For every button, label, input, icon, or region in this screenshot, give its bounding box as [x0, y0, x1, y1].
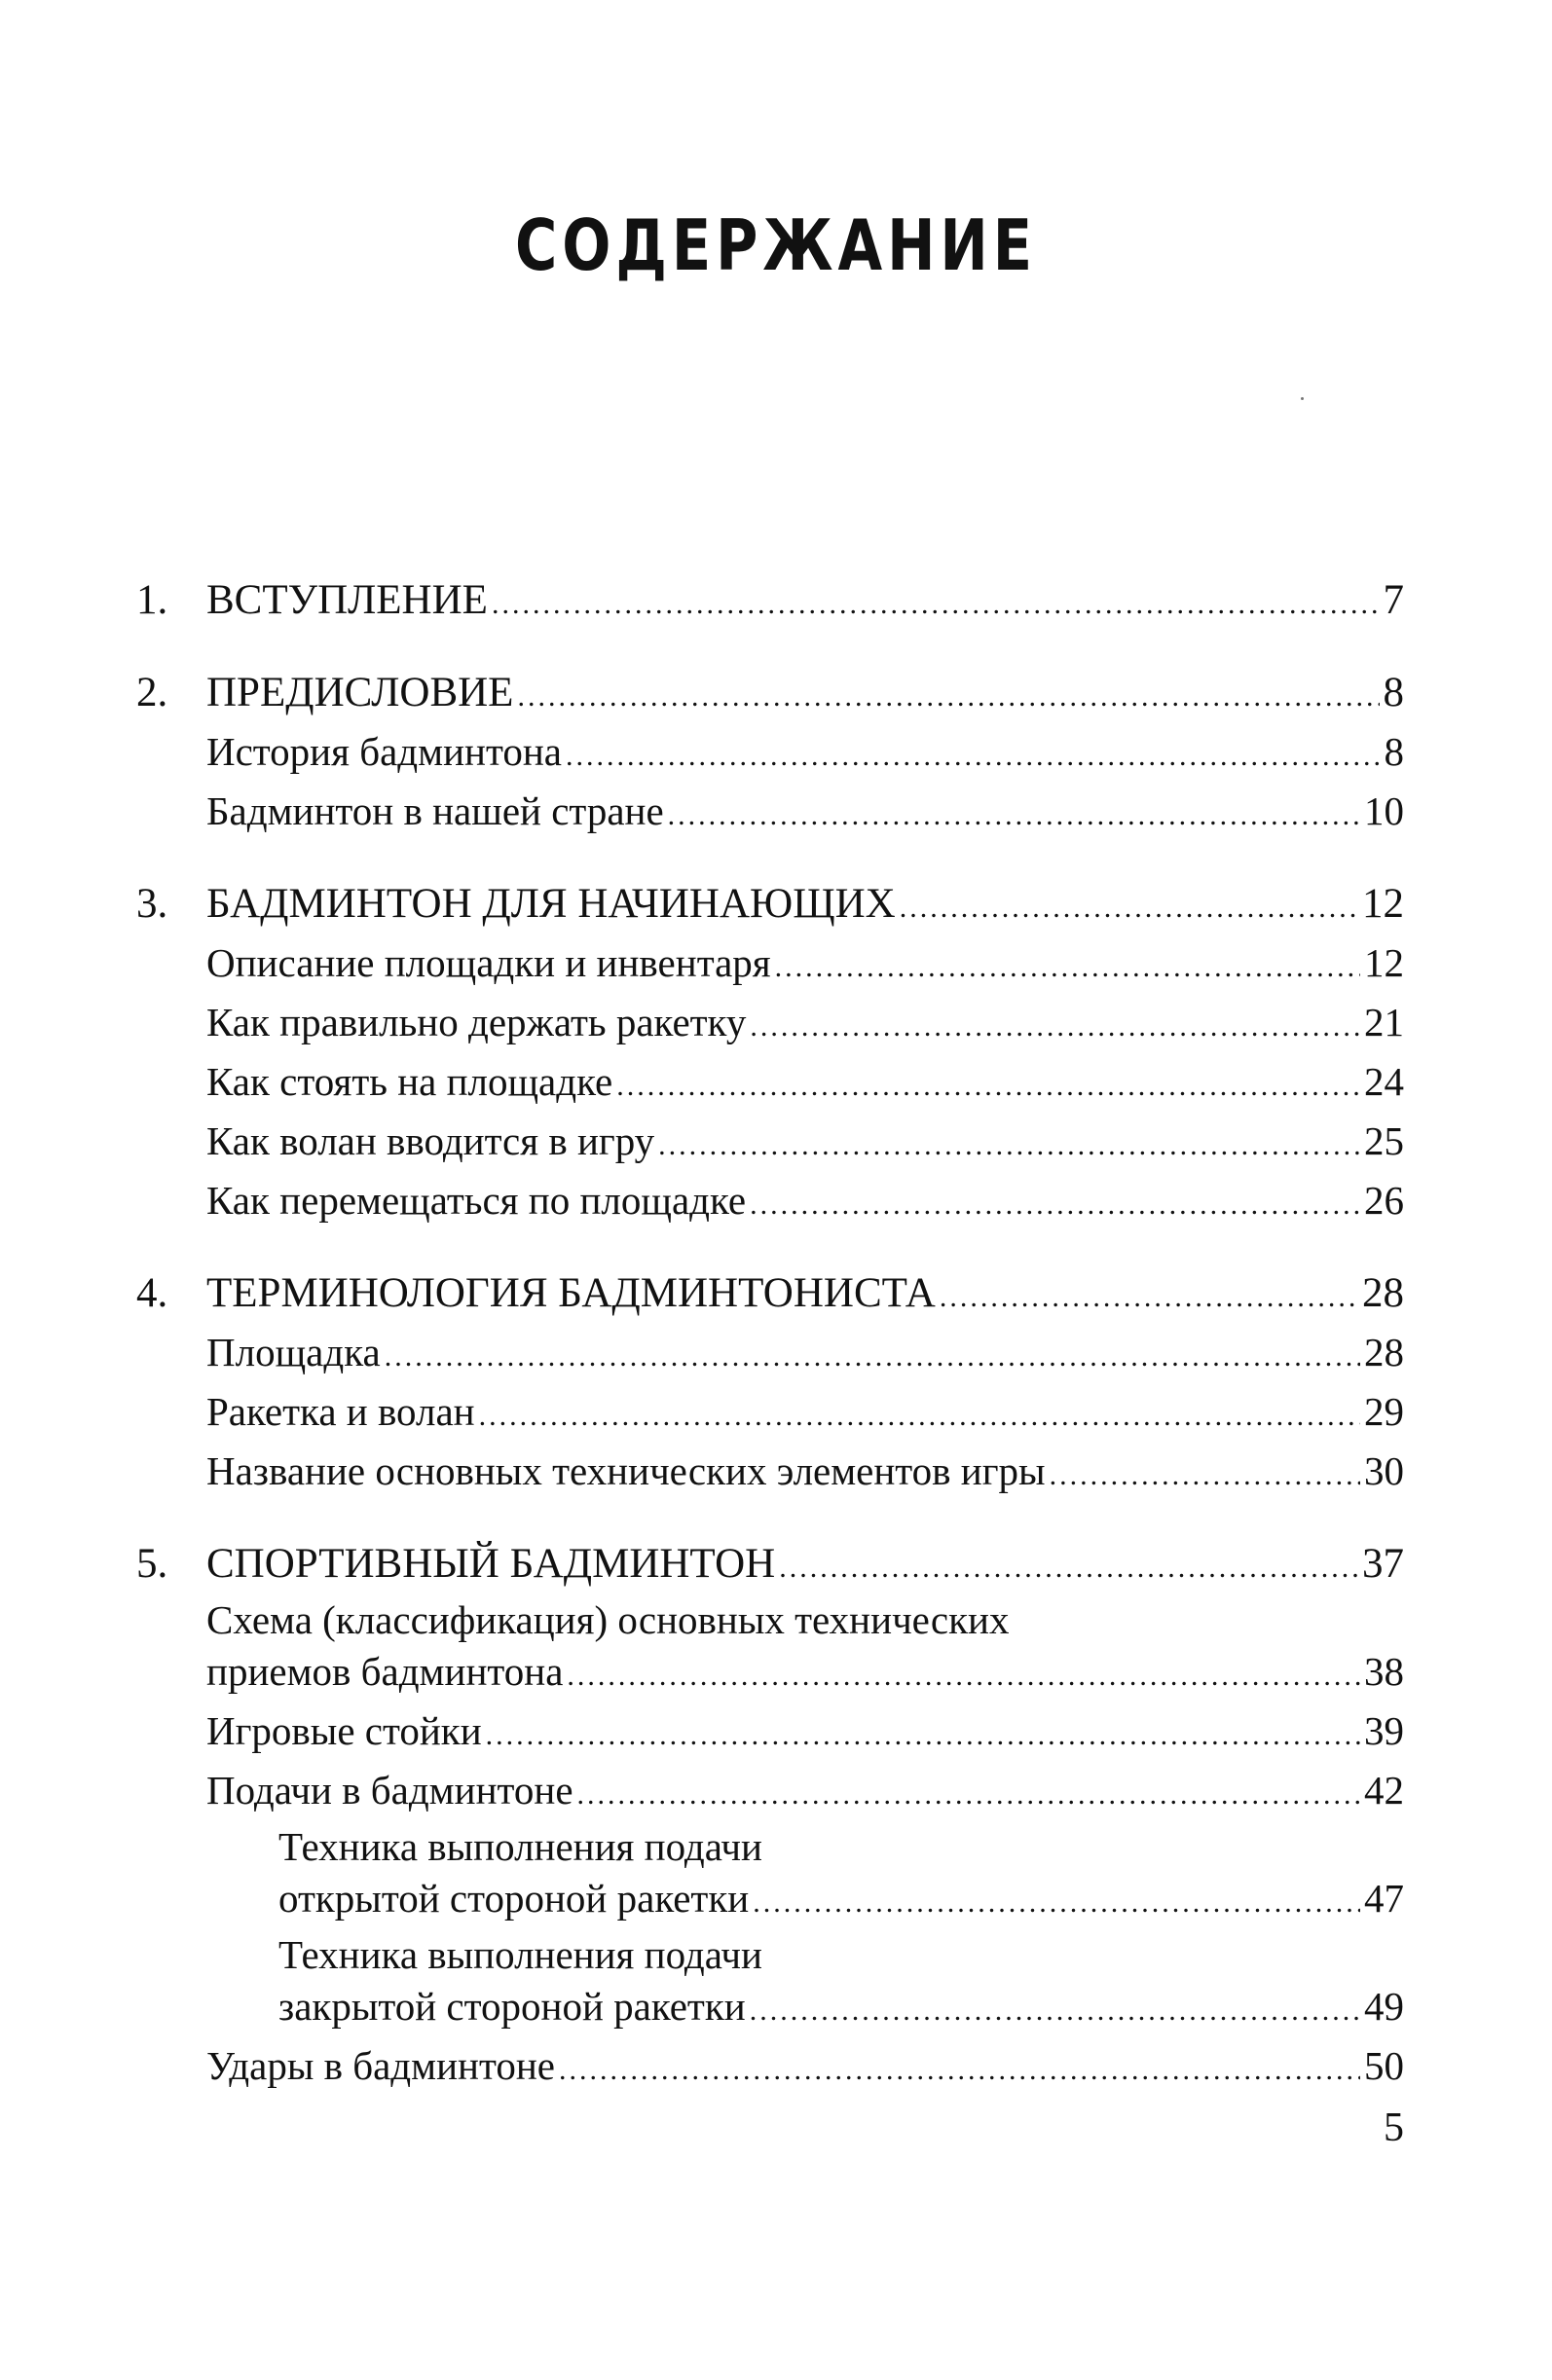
dot-leader: [577, 1767, 1360, 1822]
page-ref: 49: [1364, 1984, 1404, 2029]
page-ref: 42: [1364, 1768, 1404, 1812]
dot-leader: [940, 1269, 1358, 1325]
page-ref: 50: [1364, 2043, 1404, 2088]
subentry-title: История бадминтона: [206, 729, 562, 774]
page-ref: 8: [1383, 670, 1404, 715]
subentry-title: Как перемещаться по площадке: [206, 1178, 747, 1223]
section-title: СПОРТИВНЫЙ БАДМИНТОН: [206, 1541, 776, 1587]
dot-leader: [1050, 1447, 1360, 1503]
page-ref: 37: [1362, 1541, 1404, 1587]
toc-subentry[interactable]: [136, 995, 1404, 1054]
section-title: ПРЕДИСЛОВИЕ: [206, 670, 514, 715]
dot-leader: [775, 939, 1360, 995]
dot-leader: [566, 728, 1381, 784]
page-ref: 29: [1364, 1389, 1404, 1434]
section-title: БАДМИНТОН ДЛЯ НАЧИНАЮЩИХ: [206, 881, 896, 927]
section-number: 3.: [136, 881, 168, 927]
dot-leader: [567, 1648, 1360, 1703]
page-ref: 10: [1364, 788, 1404, 833]
page-ref: 24: [1364, 1059, 1404, 1104]
table-of-contents: [136, 572, 1404, 2098]
section-title: ТЕРМИНОЛОГИЯ БАДМИНТОНИСТА: [206, 1270, 936, 1316]
subentry-title: Как волан вводится в игру: [206, 1118, 655, 1163]
toc-subentry[interactable]: [136, 1054, 1404, 1114]
subentry-title: Подачи в бадминтоне: [206, 1768, 573, 1812]
toc-entry-section-5[interactable]: [136, 1536, 1404, 1595]
toc-subentry[interactable]: [136, 724, 1404, 784]
page-title: СОДЕРЖАНИЕ: [514, 204, 1038, 286]
dot-leader: [900, 880, 1358, 935]
toc-subentry[interactable]: [136, 1444, 1404, 1503]
page-ref: 47: [1364, 1876, 1404, 1921]
section-number: 5.: [136, 1541, 168, 1587]
dot-leader: [750, 1177, 1360, 1232]
toc-subentry[interactable]: [136, 935, 1404, 995]
page-ref: 28: [1362, 1270, 1404, 1316]
dot-leader: [750, 999, 1360, 1054]
toc-entry-section-3[interactable]: [136, 876, 1404, 935]
dot-leader: [753, 1875, 1360, 1930]
toc-subentry[interactable]: [136, 1114, 1404, 1173]
subentry-title: открытой стороной ракетки: [278, 1876, 750, 1921]
subentry-title: Игровые стойки: [206, 1708, 482, 1753]
page-ref: 39: [1364, 1708, 1404, 1753]
toc-subentry[interactable]: [136, 1703, 1404, 1763]
page-number: 5: [1384, 2105, 1404, 2150]
page-ref: 12: [1362, 881, 1404, 927]
section-number: 2.: [136, 670, 168, 715]
dot-leader: [616, 1058, 1360, 1114]
page-ref: 12: [1364, 940, 1404, 985]
page-ref: 38: [1364, 1649, 1404, 1694]
subentry-title: закрытой стороной ракетки: [278, 1984, 746, 2029]
toc-subentry[interactable]: [136, 1384, 1404, 1444]
subentry-title-first-line: Техника выполнения подачи: [278, 1824, 762, 1869]
toc-subentry[interactable]: [136, 1644, 1404, 1703]
page-ref: 25: [1364, 1118, 1404, 1163]
toc-entry-section-4[interactable]: [136, 1265, 1404, 1325]
dot-leader: [492, 576, 1380, 632]
print-speck: [1301, 397, 1304, 400]
subentry-title-first-line: Схема (классификация) основных технических: [206, 1597, 1010, 1642]
dot-leader: [486, 1707, 1360, 1763]
section-number: 4.: [136, 1270, 168, 1316]
dot-leader: [668, 787, 1360, 843]
dot-leader: [750, 1983, 1360, 2038]
toc-subentry[interactable]: [136, 1325, 1404, 1384]
toc-subentry[interactable]: [136, 784, 1404, 843]
page-ref: 7: [1383, 577, 1404, 623]
subentry-title: Бадминтон в нашей стране: [206, 788, 664, 833]
subentry-title: Описание площадки и инвентаря: [206, 940, 771, 985]
subentry-title: Площадка: [206, 1330, 381, 1374]
section-number: 1.: [136, 577, 168, 623]
page-ref: 8: [1384, 729, 1404, 774]
toc-entry-section-2[interactable]: [136, 665, 1404, 724]
dot-leader: [385, 1329, 1360, 1384]
subentry-title-first-line: Техника выполнения подачи: [278, 1932, 762, 1977]
page-ref: 21: [1364, 1000, 1404, 1044]
toc-subentry[interactable]: [136, 2038, 1404, 2098]
subentry-title: Как стоять на площадке: [206, 1059, 613, 1104]
toc-entry-section-1[interactable]: [136, 572, 1404, 632]
subentry-title: Ракетка и волан: [206, 1389, 475, 1434]
toc-subsubentry[interactable]: [136, 1979, 1404, 2038]
dot-leader: [658, 1117, 1360, 1173]
subentry-title: Как правильно держать ракетку: [206, 1000, 747, 1044]
subentry-title: Название основных технических элементов игры: [206, 1448, 1046, 1493]
dot-leader: [779, 1540, 1358, 1595]
page-ref: 26: [1364, 1178, 1404, 1223]
page-ref: 30: [1364, 1448, 1404, 1493]
toc-subentry[interactable]: [136, 1173, 1404, 1232]
dot-leader: [517, 669, 1379, 724]
toc-subsubentry[interactable]: [136, 1871, 1404, 1930]
toc-subentry[interactable]: [136, 1763, 1404, 1822]
section-title: ВСТУПЛЕНИЕ: [206, 577, 488, 623]
subentry-title: приемов бадминтона: [206, 1649, 564, 1694]
dot-leader: [479, 1388, 1360, 1444]
dot-leader: [559, 2042, 1360, 2098]
page-ref: 28: [1364, 1330, 1404, 1374]
subentry-title: Удары в бадминтоне: [206, 2043, 556, 2088]
